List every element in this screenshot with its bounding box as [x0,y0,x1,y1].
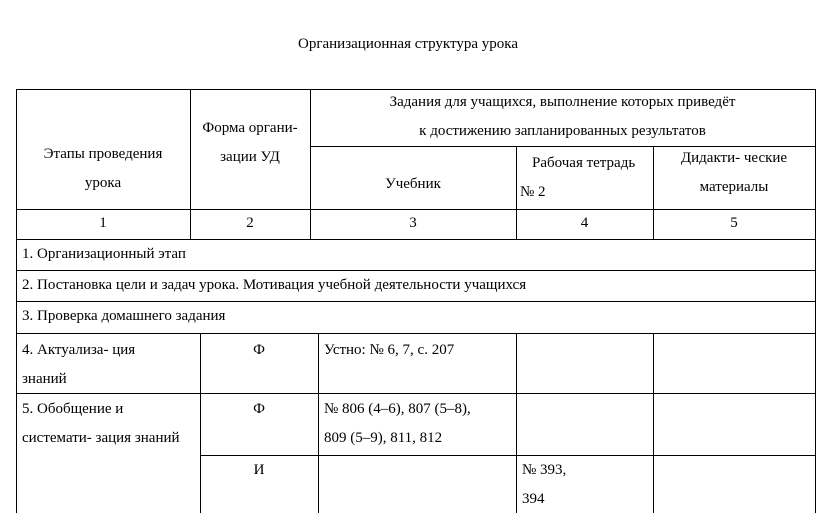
header-textbook: Учебник [385,176,441,192]
section-row: 1. Организационный этап [22,246,186,262]
section-row: 2. Постановка цели и задач урока. Мотивация учебной деятельности учащихся [22,277,527,293]
column-number: 3 [409,215,417,231]
table-row-form: Ф [253,342,265,358]
header-form: Форма органи- зации УД [202,120,298,165]
table-row-workbook: № 393, 394 [522,462,567,507]
table-row-stage: 4. Актуализа- ция знаний [22,342,136,387]
header-tasks: Задания для учащихся, выполнение которых приведёт к достижению запланированных результатов [389,94,736,139]
column-number: 5 [730,215,738,231]
column-number: 4 [580,215,589,231]
table-row-stage: 5. Обобщение и системати- зация знаний [22,401,180,446]
column-number: 2 [246,215,254,231]
document-title: Организационная структура урока [298,36,518,52]
table-row-form: Ф [253,401,265,417]
header-workbook: Рабочая тетрадь № 2 [520,155,636,200]
header-stages: Этапы проведения урока [43,146,163,191]
table-row-textbook: № 806 (4–6), 807 (5–8), 809 (5–9), 811, 812 [324,401,471,446]
column-number: 1 [99,215,107,231]
header-materials: Дидакти- ческие материалы [680,150,788,195]
table-row-textbook: Устно: № 6, 7, с. 207 [324,342,455,358]
table-row-form: И [253,462,265,478]
section-row: 3. Проверка домашнего задания [22,308,226,324]
